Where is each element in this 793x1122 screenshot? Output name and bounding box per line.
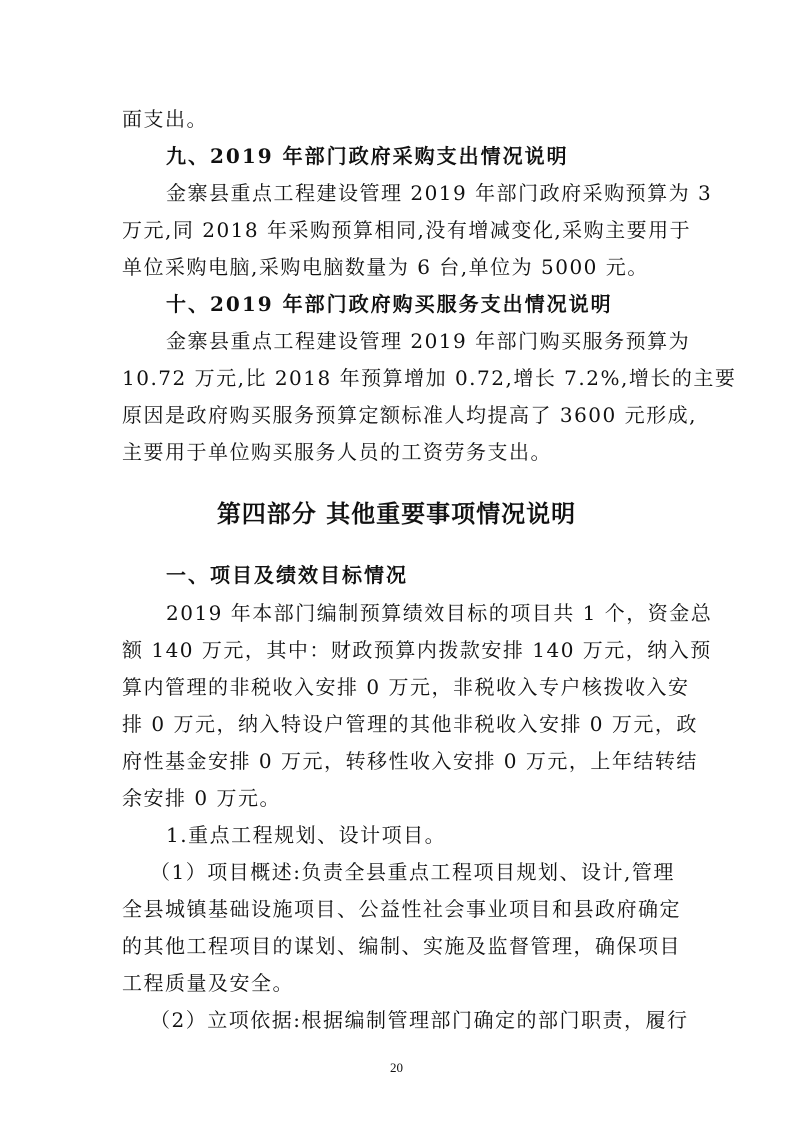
paragraph-line: （1）项目概述:负责全县重点工程项目规划、设计,管理: [150, 860, 675, 884]
paragraph-line: 原因是政府购买服务预算定额标准人均提高了 3600 元形成,: [122, 403, 697, 427]
paragraph-line: 金寨县重点工程建设管理 2019 年部门购买服务预算为: [166, 329, 691, 353]
paragraph-line: 工程质量及安全。: [122, 971, 294, 995]
paragraph-line: 算内管理的非税收入安排 0 万元，非税收入专户核拨收入安: [122, 675, 690, 699]
paragraph-line: 单位采购电脑,采购电脑数量为 6 台,单位为 5000 元。: [122, 255, 649, 279]
subsection-title: 1.重点工程规划、设计项目。: [166, 823, 447, 847]
paragraph-line: 面支出。: [122, 107, 208, 131]
paragraph-line: 排 0 万元，纳入特设户管理的其他非税收入安排 0 万元，政: [122, 712, 698, 736]
paragraph-line: 额 140 万元，其中：财政预算内拨款安排 140 万元，纳入预: [122, 638, 712, 662]
section-heading-project: 一、项目及绩效目标情况: [166, 563, 408, 587]
paragraph-line: 金寨县重点工程建设管理 2019 年部门政府采购预算为 3: [166, 181, 713, 205]
paragraph-line: 主要用于单位购买服务人员的工资劳务支出。: [122, 440, 552, 464]
paragraph-line: 的其他工程项目的谋划、编制、实施及监督管理，确保项目: [122, 934, 681, 958]
paragraph-line: 府性基金安排 0 万元，转移性收入安排 0 万元，上年结转结: [122, 749, 698, 773]
page-number: 20: [390, 1060, 403, 1075]
paragraph-line: 全县城镇基础设施项目、公益性社会事业项目和县政府确定: [122, 897, 681, 921]
paragraph-line: 万元,同 2018 年采购预算相同,没有增减变化,采购主要用于: [122, 218, 692, 242]
paragraph-line: 2019 年本部门编制预算绩效目标的项目共 1 个，资金总: [166, 601, 713, 625]
section-heading-services: 十、2019 年部门政府购买服务支出情况说明: [166, 292, 613, 316]
paragraph-line: 余安排 0 万元。: [122, 786, 281, 810]
paragraph-line: （2）立项依据:根据编制管理部门确定的部门职责，履行: [150, 1008, 689, 1032]
paragraph-line: 10.72 万元,比 2018 年预算增加 0.72,增长 7.2%,增长的主要: [122, 366, 737, 390]
section-heading-procurement: 九、2019 年部门政府采购支出情况说明: [166, 144, 569, 168]
part-title: 第四部分 其他重要事项情况说明: [216, 500, 577, 528]
